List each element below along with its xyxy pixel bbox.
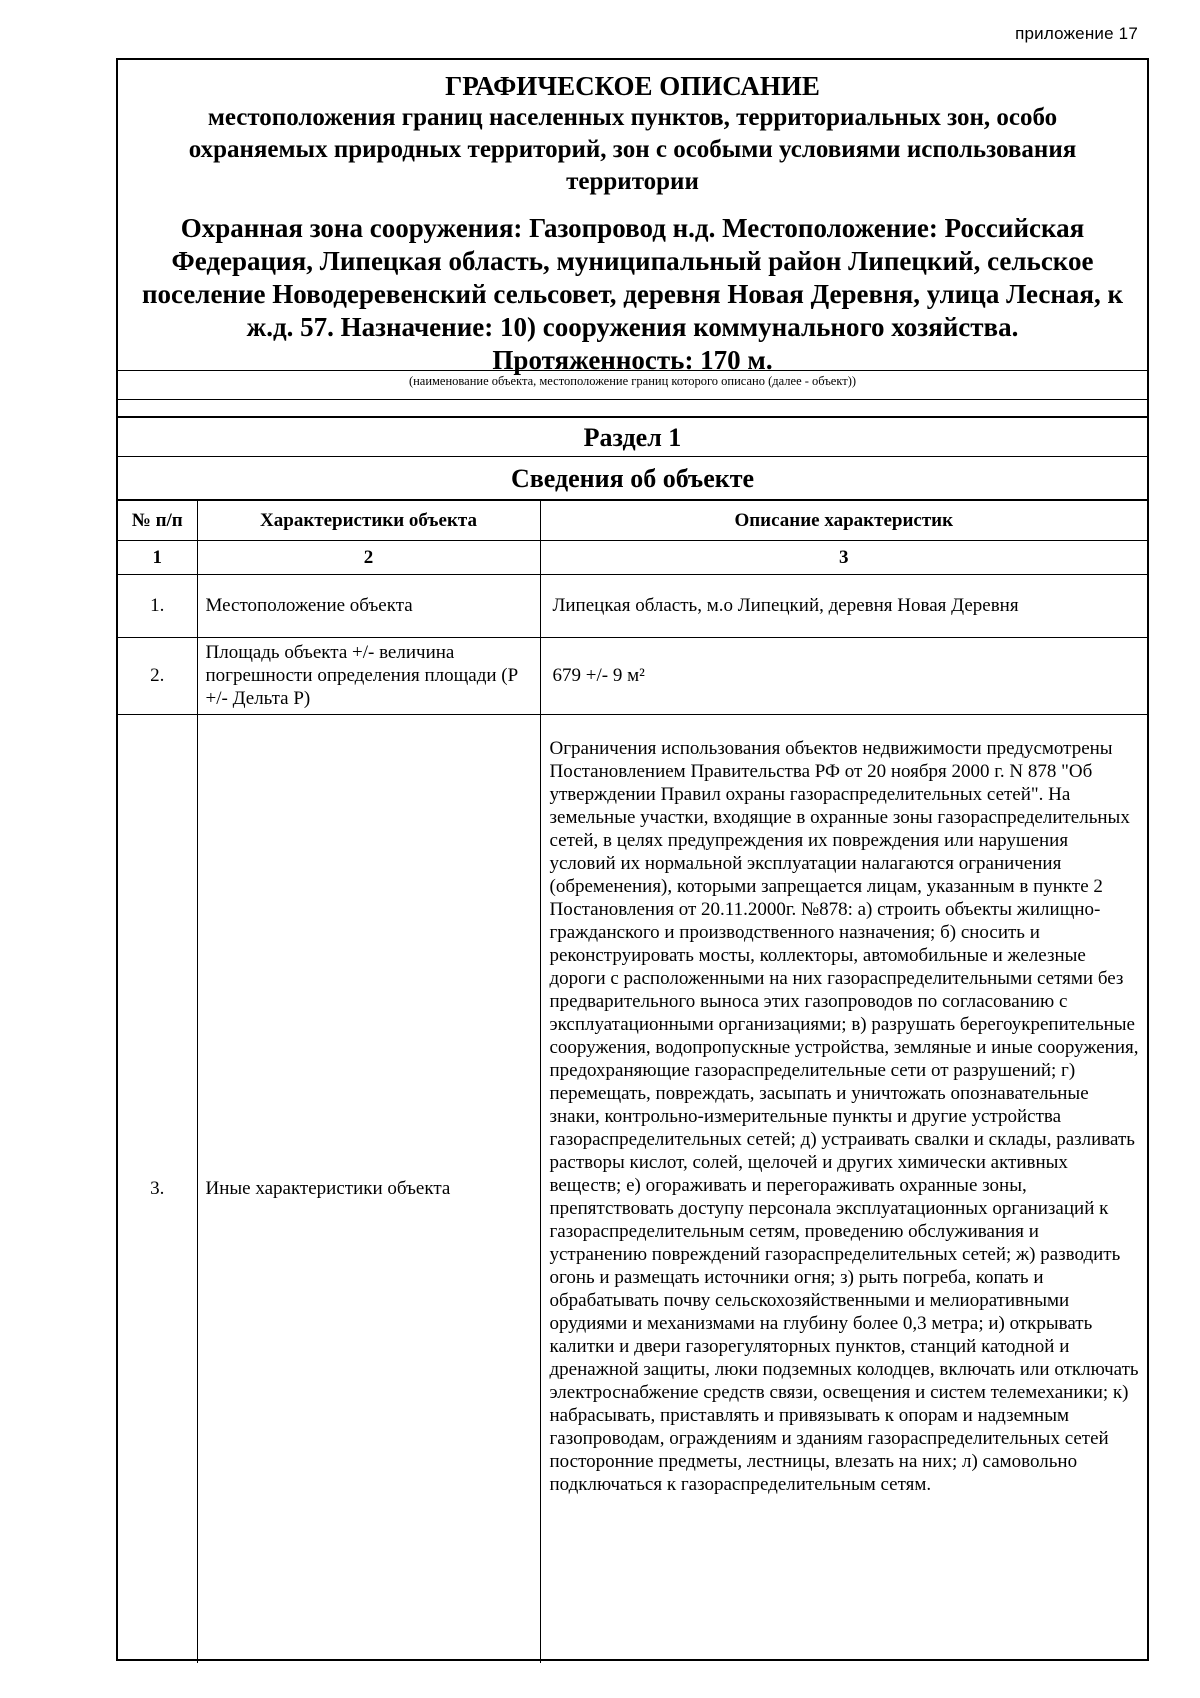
table-row	[118, 574, 1147, 637]
object-caption: (наименование объекта, местоположение границ которого описано (далее - объект))	[408, 374, 857, 388]
document-header	[118, 60, 1147, 375]
object-length: Протяженность: 170 м.	[492, 345, 773, 375]
column-header-number: № п/п	[118, 500, 197, 540]
table-row	[118, 714, 1147, 1663]
row-description: 679 +/- 9 м²	[540, 637, 1147, 714]
document-title: ГРАФИЧЕСКОЕ ОПИСАНИЕ	[445, 71, 820, 101]
row-characteristic: Иные характеристики объекта	[197, 714, 540, 1663]
table-row	[118, 637, 1147, 714]
table-header-row	[118, 500, 1147, 540]
row-characteristic: Местоположение объекта	[197, 574, 540, 637]
column-number: 2	[197, 540, 540, 574]
divider	[118, 399, 1147, 400]
section-title: Раздел 1	[118, 416, 1147, 456]
row-number: 3.	[118, 714, 197, 1663]
row-number: 2.	[118, 637, 197, 714]
row-number: 1.	[118, 574, 197, 637]
section-subtitle: Сведения об объекте	[118, 456, 1147, 499]
column-header-characteristic: Характеристики объекта	[197, 500, 540, 540]
document-frame	[116, 58, 1149, 1661]
column-number-row	[118, 540, 1147, 574]
row-characteristic: Площадь объекта +/- величина погрешности определения площади (Р +/- Дельта Р)	[197, 637, 540, 714]
column-number: 3	[540, 540, 1147, 574]
divider	[118, 370, 1147, 371]
column-header-description: Описание характеристик	[540, 500, 1147, 540]
object-info-table	[118, 499, 1147, 1663]
column-number: 1	[118, 540, 197, 574]
appendix-label: приложение 17	[1015, 24, 1138, 43]
row-description: Липецкая область, м.о Липецкий, деревня Новая Деревня	[540, 574, 1147, 637]
row-description: Ограничения использования объектов недвижимости предусмотрены Постановлением Правительства РФ от 20 ноября 2000 г. N 878 "Об утверждении Правил охраны газораспределительных сетей". На земельные участки, входящие в охранные зоны газораспределительных сетей, в целях предупреждения их повреждения или нарушения условий их нормальной эксплуатации налагаются ограничения (обременения), которыми запрещается лицам, указанным в пункте 2 Постановления от 20.11.2000г. №878: а) строить объекты жилищно-гражданского и производственного назначения; б) сносить и реконструировать мосты, коллекторы, автомобильные и железные дороги с расположенными на них газораспределительными сетями без предварительного выноса этих газопроводов по согласованию с эксплуатационными организациями; в) разрушать берегоукрепительные сооружения, водопропускные устройства, земляные и иные сооружения, предохраняющие газораспределительные сети от разрушений; г) перемещать, повреждать, засыпать и уничтожать опознавательные знаки, контрольно-измерительные пункты и другие устройства газораспределительных сетей; д) устраивать свалки и склады, разливать растворы кислот, солей, щелочей и других химически активных веществ; е) огораживать и перегораживать охранные зоны, препятствовать доступу персонала эксплуатационных организаций к газораспределительным сетям, проведению обслуживания и устранению повреждений газораспределительных сетей; ж) разводить огонь и размещать источники огня; з) рыть погреба, копать и обрабатывать почву сельскохозяйственными и мелиоративными орудиями и механизмами на глубину более 0,3 метра; и) открывать калитки и двери газорегуляторных пунктов, станций катодной и дренажной защиты, люки подземных колодцев, включать или отключать электроснабжение средств связи, освещения и систем телемеханики; к) набрасывать, приставлять и привязывать к опорам и надземным газопроводам, ограждениям и зданиям газораспределительных сетей посторонние предметы, лестницы, влезать на них; л) самовольно подключаться к газораспределительным сетям.	[540, 714, 1147, 1663]
object-name: Охранная зона сооружения: Газопровод н.д. Местоположение: Российская Федерация, Липецкая область, муниципальный район Липецкий, сельское поселение Новодеревенский сельсовет, деревня Новая Деревня, улица Лесная, к ж.д. 57. Назначение: 10) сооружения коммунального хозяйства.	[141, 213, 1124, 342]
document-subtitle: местоположения границ населенных пунктов, территориальных зон, особо охраняемых природных территорий, зон с особыми условиями использования территории	[188, 104, 1077, 195]
